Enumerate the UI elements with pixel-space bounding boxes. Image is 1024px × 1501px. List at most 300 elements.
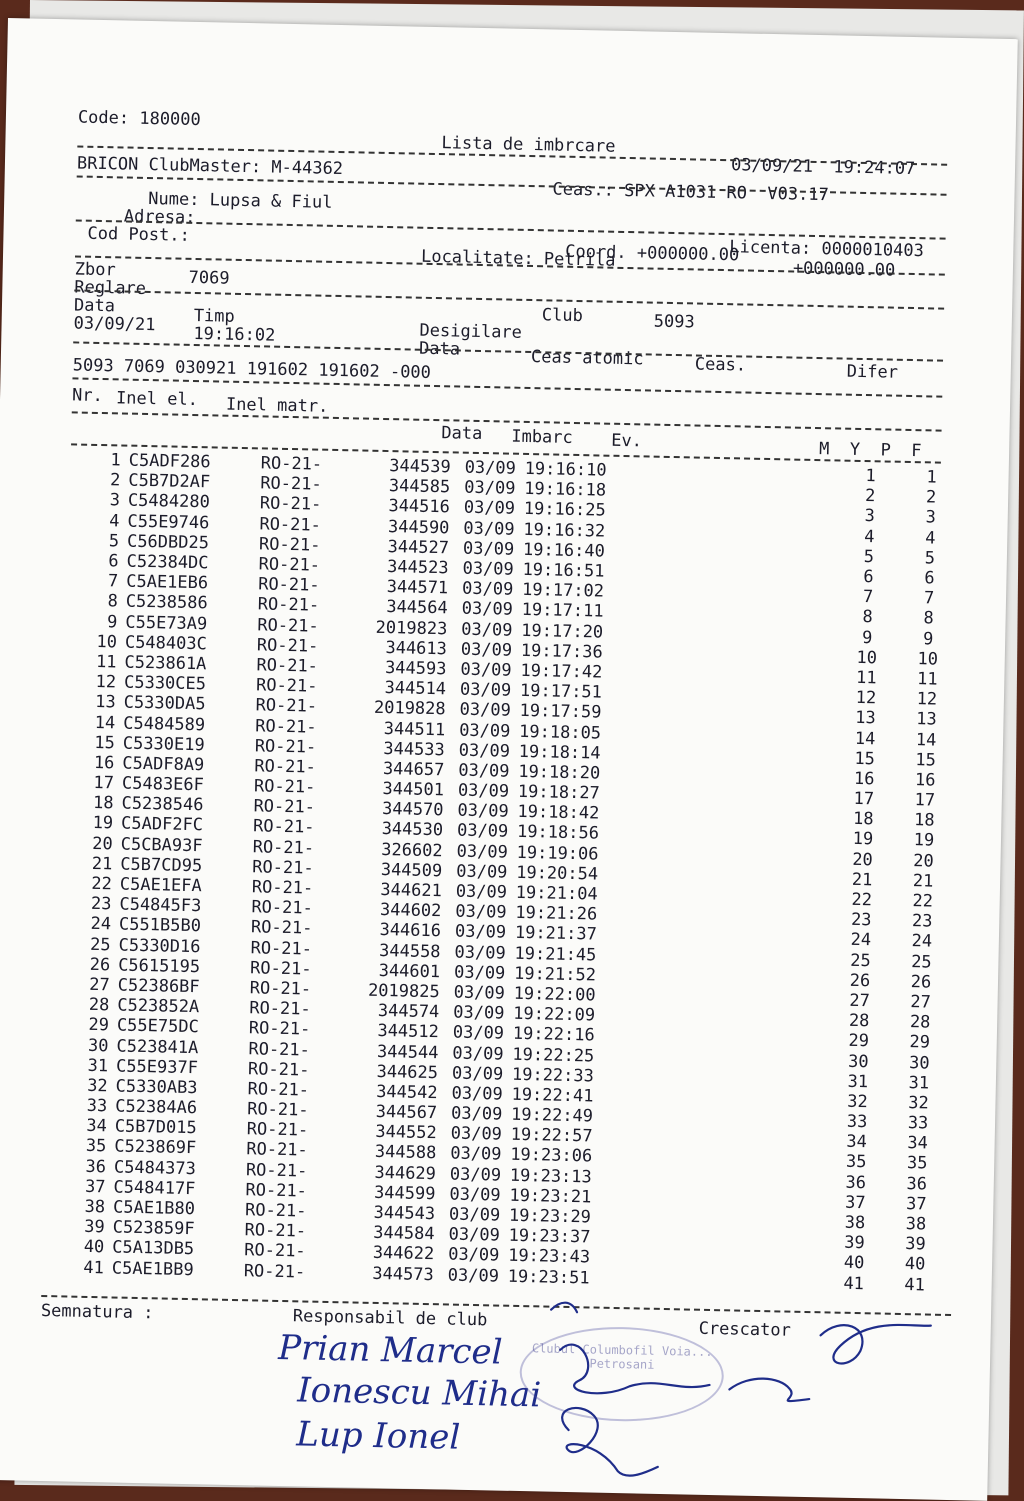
- m-value: 10: [856, 647, 878, 669]
- basket-time: 19:22:49: [510, 1104, 594, 1127]
- handwritten-name-2: Ionescu Mihai: [296, 1370, 542, 1416]
- ring-prefix: RO-21-: [252, 857, 314, 879]
- electronic-ring: C5330DA5: [123, 692, 206, 715]
- row-number: 7: [107, 571, 119, 592]
- row-number: 39: [84, 1217, 105, 1238]
- electronic-ring: C5AE1BB9: [111, 1258, 194, 1280]
- clubmaster-id: BRICON ClubMaster: M-44362: [76, 153, 344, 180]
- clock-id: Ceas.: SPX A1031 RO V03.17: [552, 179, 830, 206]
- electronic-ring: C5AE1B80: [112, 1197, 196, 1220]
- electronic-ring: C5B7D015: [114, 1116, 197, 1139]
- m-value: 4: [863, 526, 875, 547]
- basket-time: 19:18:14: [518, 741, 601, 764]
- col-date: Data: [441, 423, 483, 445]
- m-value: 18: [852, 809, 874, 830]
- basket-time: 19:22:33: [511, 1064, 595, 1087]
- basket-date: 03/09: [457, 800, 509, 822]
- divider: [72, 377, 942, 397]
- basket-time: 19:17:42: [520, 660, 603, 683]
- document-title: Lista de imbrcare: [441, 133, 616, 157]
- row-number: 4: [109, 510, 120, 532]
- date-value: 03/09/21: [73, 313, 156, 336]
- time-label: Timp: [193, 305, 235, 327]
- basket-time: 19:22:16: [512, 1024, 595, 1046]
- m-value: 39: [844, 1233, 865, 1254]
- row-number: 11: [95, 651, 117, 673]
- row-number: 31: [87, 1055, 109, 1077]
- electronic-ring: C5238586: [125, 592, 208, 614]
- ring-prefix: RO-21-: [246, 1099, 309, 1121]
- p-value: 29: [909, 1032, 931, 1053]
- coordinates: Coord. +000000.00: [565, 241, 740, 266]
- ring-number: 344601: [378, 960, 441, 983]
- basket-time: 19:17:02: [521, 580, 605, 602]
- p-value: 35: [906, 1153, 928, 1174]
- row-number: 12: [95, 672, 117, 693]
- basket-time: 19:20:54: [516, 862, 599, 885]
- ring-number: 344613: [385, 637, 448, 660]
- m-value: 7: [862, 587, 874, 608]
- ring-number: 344573: [372, 1263, 434, 1285]
- ring-number: 344625: [376, 1061, 439, 1083]
- time-value: 19:16:02: [193, 323, 276, 346]
- row-number: 29: [88, 1015, 110, 1036]
- basket-time: 19:16:10: [524, 459, 607, 481]
- p-value: 10: [917, 648, 939, 670]
- coordinates-2: +000000.00: [792, 258, 896, 281]
- clock-label: Ceas.: [694, 354, 747, 376]
- electronic-ring: C52384DC: [126, 551, 209, 574]
- m-value: 31: [847, 1071, 869, 1092]
- row-number: 37: [84, 1176, 106, 1198]
- basket-date: 03/09: [454, 942, 506, 964]
- basket-time: 19:23:37: [508, 1225, 591, 1248]
- electronic-ring: C5615195: [117, 955, 201, 978]
- electronic-ring: C5330E19: [122, 733, 205, 755]
- p-value: 25: [910, 951, 932, 973]
- p-value: 7: [923, 588, 935, 609]
- m-value: 24: [850, 930, 872, 951]
- basket-date: 03/09: [464, 457, 517, 479]
- row-number: 32: [86, 1075, 108, 1097]
- m-value: 5: [863, 546, 875, 568]
- setting-label: Reglare: [74, 277, 147, 299]
- p-value: 26: [910, 971, 932, 993]
- ring-number: 344585: [388, 476, 451, 498]
- p-value: 19: [913, 830, 935, 852]
- col-event: Ev.: [611, 430, 643, 452]
- ring-prefix: RO-21-: [244, 1240, 306, 1262]
- ring-prefix: RO-21-: [259, 514, 322, 536]
- ring-prefix: RO-21-: [249, 958, 312, 980]
- ring-number: 2019828: [373, 698, 446, 720]
- basket-date: 03/09: [462, 558, 514, 580]
- signatures-drawing: [537, 1289, 961, 1498]
- m-value: 32: [847, 1091, 868, 1113]
- ring-number: 344543: [373, 1202, 436, 1225]
- electronic-ring: C5484589: [123, 713, 206, 735]
- basket-date: 03/09: [447, 1265, 500, 1287]
- basket-date: 03/09: [460, 639, 513, 661]
- p-value: 3: [925, 507, 937, 529]
- p-value: 6: [924, 568, 935, 589]
- basket-time: 19:19:06: [516, 842, 599, 865]
- basket-time: 19:22:25: [512, 1044, 595, 1067]
- p-value: 41: [904, 1274, 926, 1296]
- electronic-ring: C5ADF286: [128, 450, 211, 473]
- p-value: 22: [912, 891, 934, 912]
- ring-number: 344571: [386, 577, 449, 599]
- basket-time: 19:18:05: [518, 721, 602, 744]
- basket-time: 19:21:37: [514, 923, 598, 945]
- p-value: 37: [905, 1193, 927, 1215]
- basket-date: 03/09: [461, 578, 514, 600]
- ring-prefix: RO-21-: [258, 554, 321, 576]
- m-value: 33: [846, 1111, 868, 1133]
- ring-prefix: RO-21-: [255, 675, 318, 697]
- ring-number: 344558: [378, 940, 441, 962]
- locality: Localitate: Petrila: [420, 246, 616, 271]
- basket-date: 03/09: [450, 1143, 502, 1166]
- basket-date: 03/09: [448, 1204, 501, 1226]
- row-number: 30: [87, 1035, 109, 1056]
- ring-prefix: RO-21-: [260, 453, 323, 475]
- row-number: 10: [96, 631, 118, 653]
- ring-prefix: RO-21-: [255, 715, 317, 738]
- m-value: 2: [864, 486, 876, 507]
- p-value: 27: [910, 992, 932, 1013]
- p-value: 39: [905, 1234, 926, 1255]
- basket-date: 03/09: [464, 477, 516, 500]
- p-value: 11: [916, 669, 938, 690]
- p-value: 17: [914, 790, 936, 811]
- ring-number: 344621: [380, 880, 443, 902]
- flight-number: 7069: [188, 267, 230, 289]
- row-number: 22: [91, 873, 113, 895]
- ring-prefix: RO-21-: [250, 917, 313, 939]
- p-value: 24: [911, 931, 933, 952]
- basket-date: 03/09: [453, 982, 506, 1004]
- ring-number: 344511: [383, 718, 446, 740]
- electronic-ring: C5484373: [113, 1157, 197, 1179]
- difference-label: Difer: [846, 361, 899, 383]
- electronic-ring: C56DBD25: [126, 531, 210, 554]
- m-value: 12: [855, 688, 877, 709]
- p-value: 9: [922, 628, 934, 650]
- electronic-ring: C551B5B0: [118, 914, 202, 937]
- p-value: 13: [916, 709, 937, 730]
- ring-number: 344593: [384, 658, 447, 680]
- ring-prefix: RO-21-: [258, 534, 321, 556]
- basket-time: 19:18:27: [517, 781, 600, 804]
- basket-time: 19:18:42: [517, 802, 600, 824]
- row-number: 16: [93, 752, 115, 774]
- m-value: 20: [852, 849, 874, 870]
- electronic-ring: C55E75DC: [116, 1015, 199, 1038]
- p-value: 16: [914, 770, 936, 791]
- row-number: 24: [90, 914, 112, 935]
- ring-prefix: RO-21-: [250, 937, 313, 960]
- m-value: 25: [849, 950, 871, 971]
- ring-number: 344567: [375, 1102, 438, 1124]
- basketing-table: [72, 450, 967, 1296]
- print-datetime: 03/09/21 19:24:07: [730, 155, 916, 180]
- m-value: 35: [845, 1152, 867, 1173]
- m-value: 21: [851, 869, 873, 891]
- basket-date: 03/09: [460, 659, 512, 681]
- divider: [72, 411, 942, 431]
- basket-date: 03/09: [456, 861, 508, 883]
- ring-number: 344501: [382, 779, 445, 801]
- row-number: 26: [89, 954, 111, 976]
- basket-time: 19:17:11: [521, 600, 604, 623]
- ring-number: 344570: [381, 799, 444, 821]
- m-value: 28: [848, 1010, 870, 1032]
- basket-date: 03/09: [453, 1002, 505, 1024]
- m-value: 19: [852, 829, 874, 850]
- basket-time: 19:16:32: [523, 519, 606, 542]
- m-value: 9: [861, 627, 873, 648]
- ring-prefix: RO-21-: [245, 1159, 308, 1182]
- ring-prefix: RO-21-: [254, 736, 317, 758]
- basket-date: 03/09: [448, 1224, 501, 1246]
- m-value: 27: [849, 990, 871, 1012]
- document-page: [0, 18, 1018, 1501]
- ring-prefix: RO-21-: [244, 1220, 307, 1242]
- electronic-ring: C5CBA93F: [120, 834, 203, 856]
- basket-time: 19:23:29: [508, 1205, 592, 1228]
- basket-date: 03/09: [462, 538, 515, 560]
- basket-date: 03/09: [449, 1164, 502, 1186]
- basket-time: 19:23:51: [507, 1266, 590, 1289]
- basket-time: 19:16:18: [524, 479, 607, 501]
- p-value: 4: [924, 527, 936, 549]
- signature-label: Semnatura :: [40, 1300, 154, 1324]
- p-value: 21: [912, 870, 934, 892]
- p-value: 40: [904, 1254, 926, 1275]
- ring-prefix: RO-21-: [248, 1018, 311, 1040]
- club-responsible-label: Responsabil de club: [292, 1306, 488, 1331]
- m-value: 38: [844, 1212, 866, 1234]
- basket-time: 19:23:06: [510, 1145, 593, 1167]
- row-number: 34: [86, 1116, 108, 1137]
- basket-time: 19:22:57: [510, 1125, 593, 1147]
- basket-date: 03/09: [463, 498, 516, 520]
- p-value: 33: [907, 1113, 929, 1134]
- m-value: 41: [843, 1273, 865, 1294]
- basket-time: 19:21:26: [515, 903, 598, 925]
- ring-number: 344584: [373, 1223, 435, 1245]
- electronic-ring: C54845F3: [119, 894, 202, 917]
- p-value: 15: [915, 749, 937, 771]
- club-label: Club: [541, 305, 584, 327]
- basket-date: 03/09: [452, 1043, 504, 1065]
- ring-number: 344509: [380, 859, 443, 882]
- m-value: 11: [855, 667, 877, 689]
- m-value: 34: [846, 1132, 868, 1153]
- electronic-ring: C55E73A9: [125, 612, 208, 634]
- col-ring-number: Inel matr.: [225, 394, 329, 417]
- basket-date: 03/09: [455, 881, 508, 903]
- row-number: 21: [91, 853, 113, 875]
- ring-prefix: RO-21-: [249, 978, 312, 1000]
- basket-time: 19:16:51: [522, 559, 605, 582]
- row-number: 41: [83, 1257, 105, 1278]
- basket-time: 19:16:40: [522, 539, 606, 562]
- ring-number: 344516: [388, 496, 451, 518]
- m-value: 6: [863, 567, 874, 588]
- col-basketing: Imbarc: [511, 426, 573, 448]
- basket-date: 03/09: [463, 518, 515, 540]
- basket-time: 19:21:04: [515, 882, 598, 905]
- row-number: 5: [108, 531, 120, 552]
- ring-number: 344527: [387, 536, 450, 559]
- ring-number: 344552: [375, 1122, 437, 1144]
- p-value: 32: [908, 1092, 929, 1114]
- m-value: 17: [853, 788, 875, 810]
- m-value: 13: [855, 708, 876, 729]
- row-number: 13: [94, 692, 116, 713]
- row-number: 3: [109, 490, 121, 511]
- basket-date: 03/09: [453, 962, 506, 984]
- row-number: 25: [89, 934, 111, 955]
- basket-date: 03/09: [461, 599, 514, 621]
- m-value: 3: [864, 506, 876, 527]
- code-label: Code: 180000: [77, 107, 201, 131]
- m-value: 29: [848, 1031, 870, 1052]
- handwritten-name-1: Prian Marcel: [277, 1327, 503, 1373]
- ring-prefix: RO-21-: [247, 1079, 310, 1101]
- ring-number: 344544: [376, 1041, 439, 1063]
- row-number: 38: [84, 1196, 106, 1218]
- ring-prefix: RO-21-: [245, 1180, 308, 1202]
- ring-number: 344512: [377, 1021, 440, 1043]
- p-value: 20: [913, 850, 934, 872]
- ring-prefix: RO-21-: [257, 594, 320, 617]
- electronic-ring: C52386BF: [117, 975, 200, 998]
- basket-date: 03/09: [455, 901, 507, 923]
- basket-date: 03/09: [458, 760, 510, 782]
- license-number: Licenta: 0000010403: [729, 237, 924, 262]
- m-value: 37: [844, 1192, 866, 1214]
- row-number: 23: [90, 894, 112, 915]
- row-number: 40: [83, 1237, 105, 1258]
- p-value: 23: [911, 911, 933, 932]
- basket-date: 03/09: [450, 1123, 503, 1145]
- ring-prefix: RO-21-: [253, 776, 316, 798]
- basket-date: 03/09: [457, 780, 510, 802]
- electronic-ring: C523841A: [116, 1036, 199, 1058]
- address-label: Adresa:: [123, 206, 196, 228]
- ring-number: 344530: [381, 819, 444, 841]
- p-value: 38: [905, 1214, 927, 1235]
- basket-date: 03/09: [456, 841, 509, 863]
- atomic-clock-label: Ceas atomic: [530, 347, 644, 370]
- ring-number: 344533: [383, 738, 445, 761]
- basket-time: 19:22:00: [513, 983, 596, 1006]
- p-value: 18: [913, 810, 935, 831]
- row-number: 2: [109, 470, 121, 491]
- basket-time: 19:17:51: [519, 681, 603, 703]
- row-number: 17: [93, 773, 115, 794]
- basket-time: 19:23:43: [507, 1246, 591, 1268]
- ring-number: 326602: [381, 839, 443, 861]
- row-number: 15: [94, 732, 116, 754]
- unsealing-label: Desigilare: [419, 320, 523, 343]
- m-value: 30: [847, 1051, 869, 1072]
- basket-time: 19:23:13: [509, 1165, 592, 1188]
- basket-time: 19:22:41: [511, 1084, 594, 1107]
- ring-number: 2019823: [375, 617, 448, 639]
- basket-date: 03/09: [458, 720, 511, 742]
- m-value: 15: [854, 748, 876, 770]
- basket-time: 19:18:56: [516, 822, 600, 845]
- electronic-ring: C523869F: [114, 1136, 197, 1159]
- ring-number: 344588: [374, 1142, 437, 1164]
- m-value: 40: [843, 1253, 865, 1274]
- ring-prefix: RO-21-: [260, 473, 322, 495]
- electronic-ring: C5330CE5: [123, 672, 207, 695]
- ring-prefix: RO-21-: [246, 1119, 309, 1141]
- flight-code-line: 5093 7069 030921 191602 191602 -000: [72, 355, 432, 383]
- ring-prefix: RO-21-: [253, 796, 316, 818]
- basket-date: 03/09: [456, 821, 509, 843]
- basket-time: 19:22:09: [513, 1003, 596, 1026]
- electronic-ring: C5330AB3: [115, 1076, 198, 1099]
- club-number: 5093: [653, 311, 695, 333]
- electronic-ring: C5484280: [127, 491, 210, 513]
- basket-time: 19:16:25: [523, 499, 606, 522]
- ring-number: 344514: [384, 678, 447, 700]
- electronic-ring: C548403C: [124, 632, 208, 655]
- p-value: 12: [916, 689, 938, 710]
- ring-prefix: RO-21-: [246, 1139, 308, 1161]
- electronic-ring: C548417F: [113, 1177, 196, 1200]
- basket-date: 03/09: [449, 1184, 501, 1206]
- ring-number: 344574: [377, 1001, 440, 1023]
- electronic-ring: C5ADF8A9: [122, 753, 205, 776]
- ring-prefix: RO-21-: [256, 635, 319, 657]
- electronic-ring: C523852A: [117, 995, 200, 1018]
- ring-prefix: RO-21-: [254, 756, 317, 778]
- electronic-ring: C5B7CD95: [120, 854, 203, 877]
- basket-date: 03/09: [454, 921, 507, 944]
- basket-date: 03/09: [458, 740, 511, 762]
- ring-prefix: RO-21-: [257, 614, 319, 637]
- basket-time: 19:17:20: [521, 620, 604, 643]
- col-myp: M Y P F: [818, 439, 922, 462]
- ring-prefix: RO-21-: [255, 695, 318, 717]
- m-value: 22: [851, 889, 873, 911]
- ring-prefix: RO-21-: [249, 998, 311, 1020]
- m-value: 14: [854, 728, 876, 749]
- basket-time: 19:21:45: [514, 943, 597, 966]
- m-value: 26: [849, 970, 871, 992]
- flight-label: Zbor: [74, 259, 116, 281]
- basket-date: 03/09: [451, 1083, 503, 1105]
- electronic-ring: C5AE1EFA: [119, 874, 202, 897]
- ring-prefix: RO-21-: [243, 1260, 306, 1283]
- ring-prefix: RO-21-: [259, 493, 322, 516]
- ring-number: 344599: [373, 1182, 436, 1205]
- row-number: 35: [85, 1136, 107, 1157]
- electronic-ring: C5A13DB5: [112, 1237, 195, 1260]
- ring-number: 344602: [379, 900, 442, 922]
- ring-prefix: RO-21-: [256, 655, 319, 677]
- unsealing-date-label: Data: [418, 338, 461, 360]
- row-number: 8: [107, 591, 119, 612]
- ring-prefix: RO-21-: [244, 1200, 307, 1222]
